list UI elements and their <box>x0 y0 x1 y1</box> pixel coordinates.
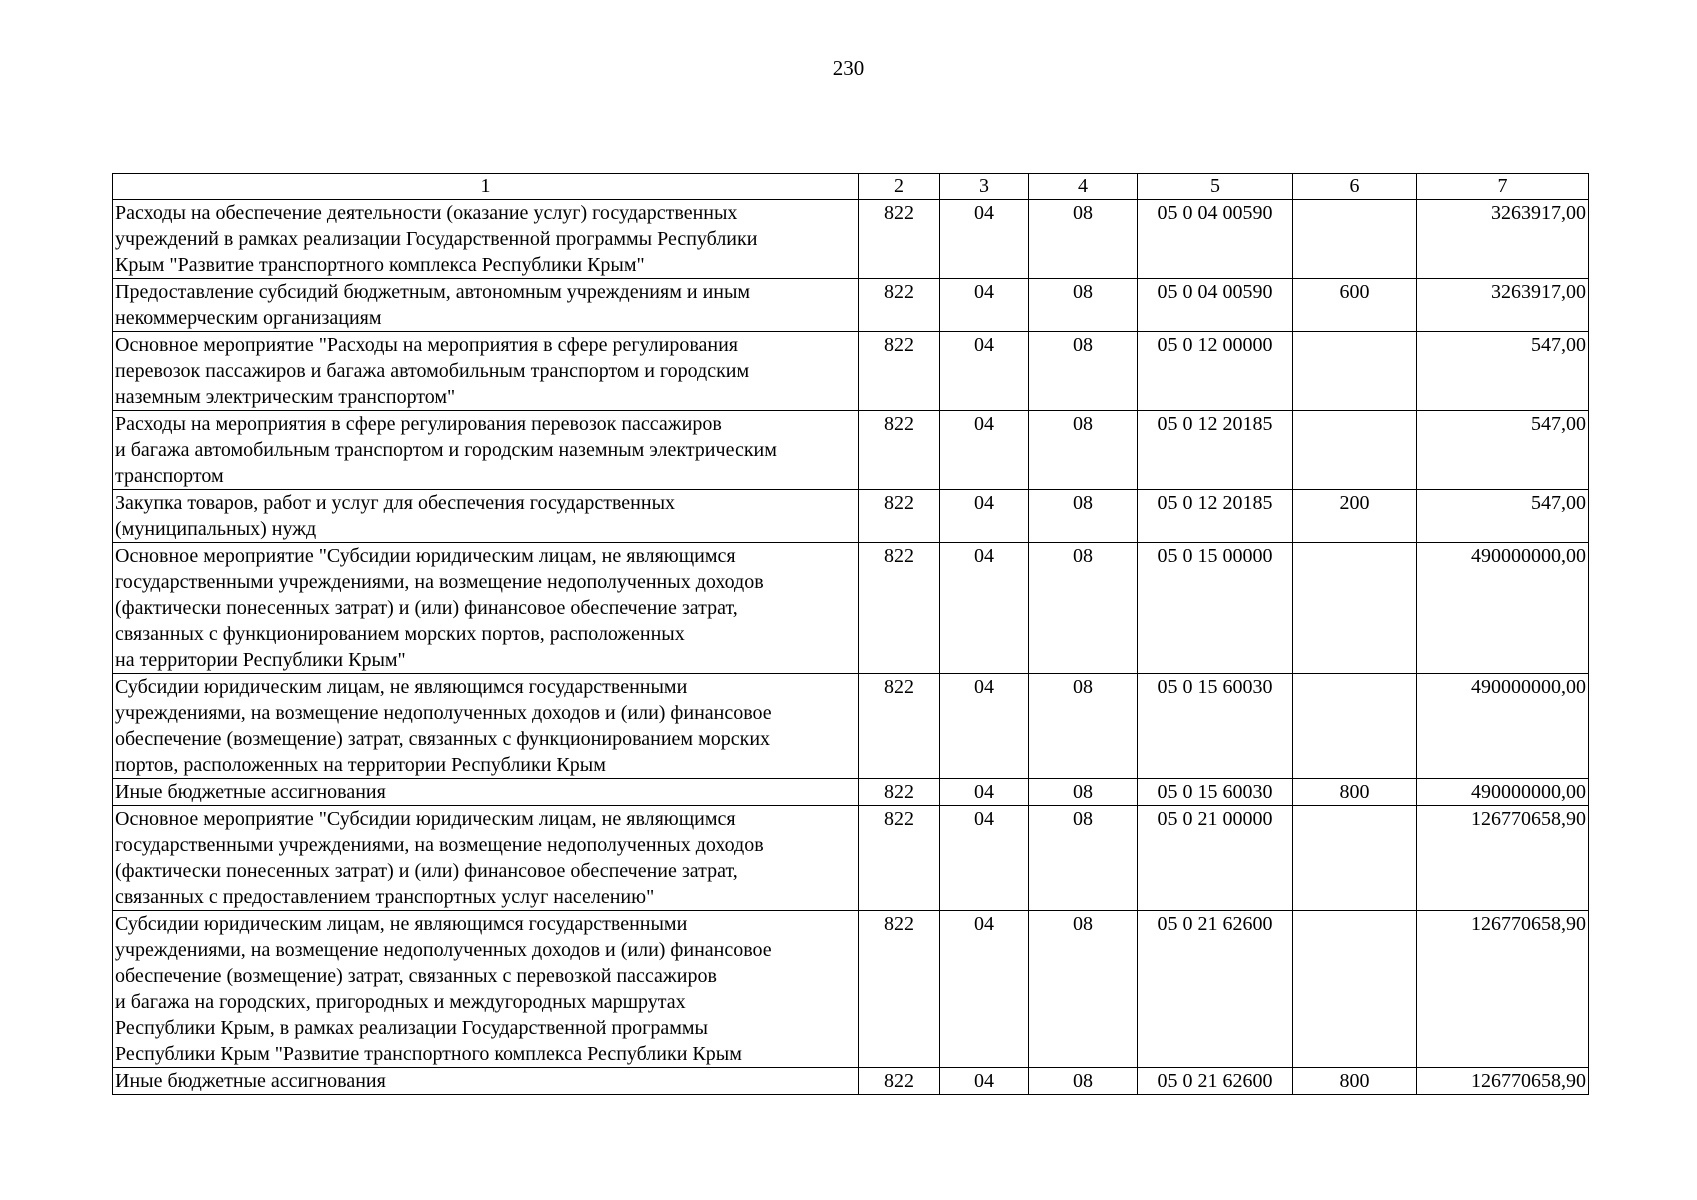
row-description: Субсидии юридическим лицам, не являющимся государственными учреждениями, на возмещение недополученных доходов и (или) финансовое обеспечение (возмещение) затрат, связанных с функционированием морских портов, расположенных на территории Республики Крым <box>113 674 859 779</box>
row-expense-type-code: 600 <box>1293 279 1417 332</box>
row-section-code: 04 <box>940 806 1029 911</box>
table-row <box>113 1068 1589 1095</box>
row-subsection-code: 08 <box>1029 674 1138 779</box>
row-amount: 547,00 <box>1417 411 1589 490</box>
row-target-article-code: 05 0 12 20185 <box>1138 411 1293 490</box>
row-amount: 126770658,90 <box>1417 911 1589 1068</box>
row-grbs-code: 822 <box>859 806 940 911</box>
row-amount: 126770658,90 <box>1417 806 1589 911</box>
row-amount: 3263917,00 <box>1417 200 1589 279</box>
row-description: Иные бюджетные ассигнования <box>113 1068 859 1095</box>
row-section-code: 04 <box>940 490 1029 543</box>
row-expense-type-code <box>1293 806 1417 911</box>
row-target-article-code: 05 0 21 62600 <box>1138 1068 1293 1095</box>
row-target-article-code: 05 0 21 00000 <box>1138 806 1293 911</box>
column-header: 6 <box>1293 174 1417 200</box>
row-subsection-code: 08 <box>1029 911 1138 1068</box>
row-section-code: 04 <box>940 332 1029 411</box>
table-row <box>113 200 1589 279</box>
row-description: Расходы на обеспечение деятельности (оказание услуг) государственных учреждений в рамках реализации Государственной программы Республики Крым "Развитие транспортного комплекса Республики Крым" <box>113 200 859 279</box>
table-row <box>113 674 1589 779</box>
row-expense-type-code <box>1293 674 1417 779</box>
row-description: Основное мероприятие "Субсидии юридическим лицам, не являющимся государственными учреждениями, на возмещение недополученных доходов (фактически понесенных затрат) и (или) финансовое обеспечение затрат, связанных с функционированием морских портов, расположенных на территории Республики Крым" <box>113 543 859 674</box>
row-description: Расходы на мероприятия в сфере регулирования перевозок пассажиров и багажа автомобильным транспортом и городским наземным электрическим транспортом <box>113 411 859 490</box>
column-header: 3 <box>940 174 1029 200</box>
row-amount: 547,00 <box>1417 490 1589 543</box>
row-subsection-code: 08 <box>1029 806 1138 911</box>
row-subsection-code: 08 <box>1029 1068 1138 1095</box>
row-subsection-code: 08 <box>1029 200 1138 279</box>
row-subsection-code: 08 <box>1029 279 1138 332</box>
row-description: Закупка товаров, работ и услуг для обеспечения государственных (муниципальных) нужд <box>113 490 859 543</box>
row-grbs-code: 822 <box>859 279 940 332</box>
row-section-code: 04 <box>940 279 1029 332</box>
row-expense-type-code <box>1293 543 1417 674</box>
row-section-code: 04 <box>940 911 1029 1068</box>
row-target-article-code: 05 0 12 00000 <box>1138 332 1293 411</box>
table-row <box>113 279 1589 332</box>
row-subsection-code: 08 <box>1029 779 1138 806</box>
row-section-code: 04 <box>940 411 1029 490</box>
row-description: Основное мероприятие "Расходы на мероприятия в сфере регулирования перевозок пассажиров и багажа автомобильным транспортом и городским наземным электрическим транспортом" <box>113 332 859 411</box>
row-target-article-code: 05 0 15 60030 <box>1138 779 1293 806</box>
table-row <box>113 490 1589 543</box>
row-amount: 3263917,00 <box>1417 279 1589 332</box>
row-amount: 126770658,90 <box>1417 1068 1589 1095</box>
row-amount: 490000000,00 <box>1417 779 1589 806</box>
row-section-code: 04 <box>940 779 1029 806</box>
row-expense-type-code: 800 <box>1293 1068 1417 1095</box>
row-amount: 490000000,00 <box>1417 543 1589 674</box>
row-grbs-code: 822 <box>859 332 940 411</box>
column-header: 4 <box>1029 174 1138 200</box>
row-subsection-code: 08 <box>1029 543 1138 674</box>
row-subsection-code: 08 <box>1029 411 1138 490</box>
row-section-code: 04 <box>940 1068 1029 1095</box>
table-row <box>113 332 1589 411</box>
row-grbs-code: 822 <box>859 411 940 490</box>
row-expense-type-code <box>1293 200 1417 279</box>
table-row <box>113 411 1589 490</box>
column-header: 2 <box>859 174 940 200</box>
row-section-code: 04 <box>940 674 1029 779</box>
row-expense-type-code: 200 <box>1293 490 1417 543</box>
row-grbs-code: 822 <box>859 1068 940 1095</box>
row-grbs-code: 822 <box>859 543 940 674</box>
column-header: 7 <box>1417 174 1589 200</box>
row-description: Предоставление субсидий бюджетным, автономным учреждениям и иным некоммерческим организациям <box>113 279 859 332</box>
row-description: Основное мероприятие "Субсидии юридическим лицам, не являющимся государственными учреждениями, на возмещение недополученных доходов (фактически понесенных затрат) и (или) финансовое обеспечение затрат, связанных с предоставлением транспортных услуг населению" <box>113 806 859 911</box>
row-section-code: 04 <box>940 200 1029 279</box>
row-description: Субсидии юридическим лицам, не являющимся государственными учреждениями, на возмещение недополученных доходов и (или) финансовое обеспечение (возмещение) затрат, связанных с перевозкой пассажиров и багажа на городских, пригородных и междугородных маршрутах Республики Крым, в рамках реализации Государственной программы Республики Крым "Развитие транспортного комплекса Республики Крым <box>113 911 859 1068</box>
table-row <box>113 911 1589 1068</box>
row-description: Иные бюджетные ассигнования <box>113 779 859 806</box>
page-number: 230 <box>832 56 865 80</box>
row-target-article-code: 05 0 15 00000 <box>1138 543 1293 674</box>
row-subsection-code: 08 <box>1029 490 1138 543</box>
row-subsection-code: 08 <box>1029 332 1138 411</box>
row-grbs-code: 822 <box>859 490 940 543</box>
row-target-article-code: 05 0 04 00590 <box>1138 200 1293 279</box>
row-expense-type-code: 800 <box>1293 779 1417 806</box>
row-grbs-code: 822 <box>859 911 940 1068</box>
row-grbs-code: 822 <box>859 200 940 279</box>
row-grbs-code: 822 <box>859 779 940 806</box>
row-expense-type-code <box>1293 911 1417 1068</box>
row-grbs-code: 822 <box>859 674 940 779</box>
header-row <box>113 174 1589 200</box>
column-header: 1 <box>113 174 859 200</box>
row-expense-type-code <box>1293 332 1417 411</box>
table-row <box>113 543 1589 674</box>
table-row <box>113 779 1589 806</box>
row-amount: 490000000,00 <box>1417 674 1589 779</box>
budget-table <box>112 173 1589 1095</box>
row-target-article-code: 05 0 21 62600 <box>1138 911 1293 1068</box>
column-header: 5 <box>1138 174 1293 200</box>
row-target-article-code: 05 0 15 60030 <box>1138 674 1293 779</box>
row-section-code: 04 <box>940 543 1029 674</box>
row-target-article-code: 05 0 12 20185 <box>1138 490 1293 543</box>
row-target-article-code: 05 0 04 00590 <box>1138 279 1293 332</box>
row-amount: 547,00 <box>1417 332 1589 411</box>
row-expense-type-code <box>1293 411 1417 490</box>
table-row <box>113 806 1589 911</box>
